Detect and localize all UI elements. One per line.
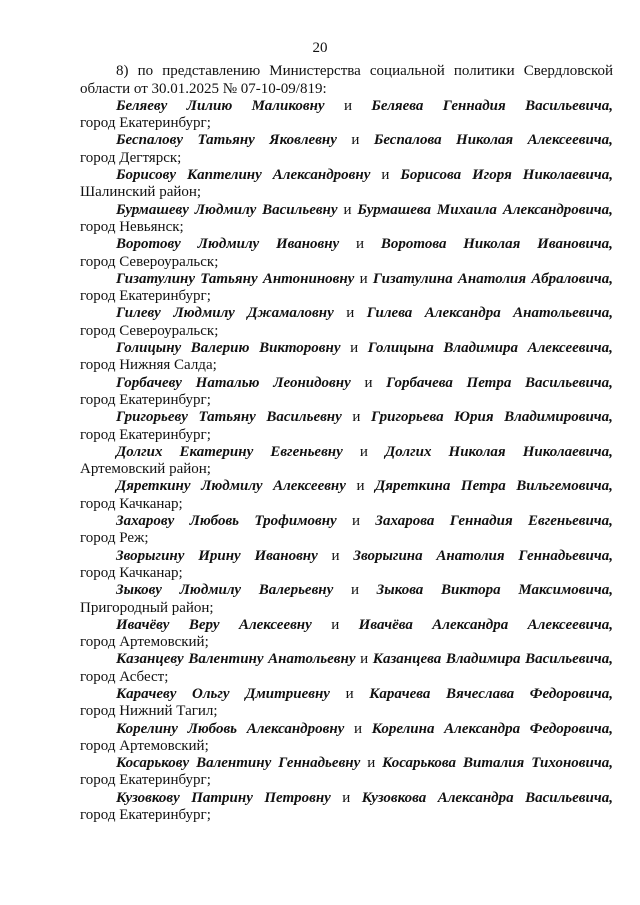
husband-name-word: Александра — [437, 789, 514, 806]
residence: город Дегтярск; — [80, 149, 182, 166]
wife-name-word: Татьяну — [198, 409, 256, 426]
wife-name-word: Любовь — [189, 513, 240, 530]
residence: город Екатеринбург; — [80, 391, 211, 408]
residence: город Реж; — [80, 530, 149, 547]
husband-name-word: Захарова — [375, 513, 435, 530]
wife-name-word: Зыкову — [116, 582, 162, 599]
husband-name-word: Васильевича, — [525, 374, 613, 391]
husband-name-word: Васильевича, — [525, 651, 613, 668]
husband-name-word: Горбачева — [386, 374, 453, 391]
wife-name-word: Бурмашеву — [116, 201, 189, 218]
conjunction: и — [343, 97, 352, 114]
couple-names — [80, 98, 613, 115]
conjunction: и — [350, 340, 359, 357]
list-item — [80, 202, 613, 237]
wife-name-word: Наталью — [195, 374, 260, 391]
husband-name-word: Александра — [432, 616, 509, 633]
husband-name-word: Голицына — [367, 340, 434, 357]
husband-name-word: Ивановича, — [537, 236, 613, 253]
husband-name-word: Николаевича, — [522, 443, 613, 460]
residence: город Асбест; — [80, 668, 169, 685]
wife-name-word: Петровну — [264, 789, 331, 806]
wife-name-word: Дяреткину — [116, 478, 191, 495]
wife-name-word: Людмилу — [173, 305, 235, 322]
husband-name-word: Виталия — [462, 755, 525, 772]
wife-name-word: Гизатулину — [116, 270, 196, 287]
wife-name-word: Евгеньевну — [270, 443, 343, 460]
couple-names — [80, 686, 613, 703]
husband-name-word: Михаила — [436, 201, 497, 218]
husband-name-word: Абраловича, — [531, 270, 613, 287]
residence: город Нижняя Салда; — [80, 357, 217, 374]
wife-name-word: Патрину — [191, 789, 253, 806]
husband-name-word: Петра — [466, 374, 512, 391]
wife-name-word: Захарову — [116, 513, 175, 530]
residence: город Качканар; — [80, 564, 183, 581]
couple-names — [80, 132, 613, 149]
wife-name-word: Трофимовну — [254, 513, 337, 530]
couple-names — [80, 513, 613, 530]
wife-name-word: Ирину — [198, 547, 241, 564]
husband-name-word: Владимира — [443, 340, 518, 357]
wife-name-word: Джамаловну — [247, 305, 334, 322]
wife-name-word: Валентину — [196, 755, 272, 772]
husband-name-word: Николаевича, — [522, 167, 613, 184]
list-item — [80, 651, 613, 686]
couple-names — [80, 167, 613, 184]
conjunction: и — [331, 547, 340, 564]
husband-name-word: Гизатулина — [372, 270, 453, 287]
list-item — [80, 686, 613, 721]
husband-name-word: Зворыгина — [353, 547, 423, 564]
wife-name-word: Беспалову — [116, 132, 184, 149]
wife-name-word: Людмилу — [201, 478, 263, 495]
couple-names — [80, 236, 613, 253]
list-item — [80, 790, 613, 825]
wife-name-word: Валерию — [190, 340, 250, 357]
wife-name-word: Голицыну — [116, 340, 182, 357]
husband-name-word: Геннадия — [442, 97, 506, 114]
husband-name-word: Александра — [424, 305, 501, 322]
husband-name-word: Васильевича, — [525, 789, 613, 806]
wife-name-word: Ивановну — [275, 236, 340, 253]
wife-name-word: Гилеву — [116, 305, 161, 322]
wife-name-word: Валерьевну — [258, 582, 334, 599]
husband-name-word: Виктора — [440, 582, 501, 599]
conjunction: и — [356, 478, 365, 495]
conjunction: и — [367, 755, 376, 772]
conjunction: и — [359, 443, 368, 460]
wife-name-word: Татьяну — [200, 270, 258, 287]
list-item — [80, 478, 613, 513]
residence: город Качканар; — [80, 495, 183, 512]
wife-name-word: Татьяну — [197, 132, 255, 149]
list-item — [80, 236, 613, 271]
couple-names — [80, 271, 613, 288]
couple-names — [80, 340, 613, 357]
husband-name-word: Вильгемовича, — [516, 478, 613, 495]
wife-name-word: Антониновну — [262, 270, 355, 287]
couple-names — [80, 305, 613, 322]
wife-name-word: Зворыгину — [116, 547, 185, 564]
wife-name-word: Васильевну — [266, 409, 342, 426]
wife-name-word: Григорьеву — [116, 409, 188, 426]
list-item — [80, 755, 613, 790]
wife-name-word: Карачеву — [116, 685, 177, 702]
husband-name-word: Юрия — [454, 409, 494, 426]
wife-name-word: Людмилу — [194, 201, 257, 218]
husband-name-word: Тихоновича, — [531, 755, 613, 772]
wife-name-word: Косарькову — [116, 755, 190, 772]
list-item — [80, 548, 613, 583]
residence: город Североуральск; — [80, 322, 219, 339]
wife-name-word: Алексеевну — [273, 478, 346, 495]
husband-name-word: Алексеевича, — [527, 132, 613, 149]
residence: город Екатеринбург; — [80, 115, 211, 132]
couple-names — [80, 790, 613, 807]
couple-names — [80, 375, 613, 392]
husband-name-word: Зыкова — [376, 582, 424, 599]
residence: город Североуральск; — [80, 253, 219, 270]
conjunction: и — [364, 374, 373, 391]
wife-name-word: Валентину — [188, 651, 264, 668]
wife-name-word: Воротову — [116, 236, 181, 253]
list-item — [80, 513, 613, 548]
conjunction: и — [345, 685, 354, 702]
conjunction: и — [350, 582, 359, 599]
list-item — [80, 132, 613, 167]
couple-names — [80, 478, 613, 495]
husband-name-word: Анатолия — [436, 547, 505, 564]
couple-names — [80, 582, 613, 599]
wife-name-word: Ивачёву — [116, 616, 170, 633]
list-item — [80, 271, 613, 306]
husband-name-word: Евгеньевича, — [528, 513, 613, 530]
conjunction: и — [381, 167, 390, 184]
conjunction: и — [331, 616, 340, 633]
husband-name-word: Борисова — [400, 167, 462, 184]
conjunction: и — [352, 409, 361, 426]
conjunction: и — [360, 651, 369, 668]
couple-names — [80, 755, 613, 772]
award-list — [80, 98, 613, 824]
husband-name-word: Анатольевича, — [513, 305, 613, 322]
residence: Шалинский район; — [80, 184, 202, 201]
list-item — [80, 340, 613, 375]
husband-name-word: Кузовкова — [361, 789, 427, 806]
husband-name-word: Максимовича, — [518, 582, 613, 599]
wife-name-word: Екатерину — [179, 443, 254, 460]
wife-name-word: Анатольевну — [268, 651, 356, 668]
wife-name-word: Лилию — [186, 97, 233, 114]
list-item — [80, 409, 613, 444]
husband-name-word: Косарькова — [382, 755, 457, 772]
conjunction: и — [343, 201, 352, 218]
residence: город Екатеринбург; — [80, 288, 211, 305]
residence: Артемовский район; — [80, 461, 211, 478]
list-item — [80, 444, 613, 479]
husband-name-word: Александровича, — [502, 201, 613, 218]
wife-name-word: Васильевну — [262, 201, 338, 218]
wife-name-word: Александровну — [272, 167, 371, 184]
wife-name-word: Кузовкову — [116, 789, 180, 806]
residence: город Екатеринбург; — [80, 426, 211, 443]
husband-name-word: Игоря — [472, 167, 512, 184]
intro-paragraph: 8) по представлению Министерства социальной политики Свердловской области от 30.01.2025 № 07-10-09/819: — [80, 63, 613, 97]
conjunction: и — [356, 236, 365, 253]
husband-name-word: Дяреткина — [375, 478, 451, 495]
husband-name-word: Воротова — [380, 236, 447, 253]
husband-name-word: Беспалова — [373, 132, 442, 149]
couple-names — [80, 409, 613, 426]
husband-name-word: Петра — [460, 478, 506, 495]
husband-name-word: Григорьева — [370, 409, 444, 426]
husband-name-word: Николая — [456, 132, 514, 149]
wife-name-word: Викторовну — [259, 340, 341, 357]
wife-name-word: Людмилу — [197, 236, 260, 253]
husband-name-word: Геннадия — [449, 513, 513, 530]
list-item — [80, 305, 613, 340]
residence: город Артемовский; — [80, 737, 209, 754]
husband-name-word: Казанцева — [372, 651, 442, 668]
wife-name-word: Казанцеву — [116, 651, 184, 668]
husband-name-word: Алексеевича, — [527, 340, 613, 357]
wife-name-word: Дмитриевну — [245, 685, 330, 702]
couple-names — [80, 721, 613, 738]
conjunction: и — [354, 720, 363, 737]
husband-name-word: Алексеевича, — [527, 616, 613, 633]
wife-name-word: Александровну — [246, 720, 345, 737]
husband-name-word: Беляева — [371, 97, 424, 114]
wife-name-word: Горбачеву — [116, 374, 182, 391]
wife-name-word: Леонидовну — [273, 374, 351, 391]
wife-name-word: Ивановну — [254, 547, 318, 564]
husband-name-word: Гилева — [366, 305, 413, 322]
husband-name-word: Николая — [448, 443, 506, 460]
wife-name-word: Яковлевну — [269, 132, 337, 149]
list-item — [80, 582, 613, 617]
husband-name-word: Владимира — [445, 651, 521, 668]
wife-name-word: Беляеву — [116, 97, 168, 114]
conjunction: и — [359, 270, 368, 287]
page-number: 20 — [312, 40, 328, 56]
residence: город Невьянск; — [80, 218, 184, 235]
list-item — [80, 167, 613, 202]
husband-name-word: Федоровича, — [529, 685, 613, 702]
husband-name-word: Карачева — [369, 685, 431, 702]
conjunction: и — [352, 513, 361, 530]
wife-name-word: Маликовну — [251, 97, 325, 114]
husband-name-word: Федоровича, — [529, 720, 613, 737]
list-item — [80, 98, 613, 133]
husband-name-word: Николая — [463, 236, 521, 253]
wife-name-word: Ольгу — [192, 685, 230, 702]
couple-names — [80, 202, 613, 219]
husband-name-word: Анатолия — [457, 270, 527, 287]
couple-names — [80, 444, 613, 461]
wife-name-word: Долгих — [116, 443, 163, 460]
conjunction: и — [342, 789, 351, 806]
conjunction: и — [351, 132, 360, 149]
husband-name-word: Александра — [444, 720, 521, 737]
husband-name-word: Владимировича, — [504, 409, 613, 426]
wife-name-word: Алексеевну — [238, 616, 312, 633]
couple-names — [80, 548, 613, 565]
husband-name-word: Бурмашева — [357, 201, 431, 218]
list-item — [80, 617, 613, 652]
wife-name-word: Веру — [188, 616, 220, 633]
wife-name-word: Геннадьевну — [278, 755, 361, 772]
conjunction: и — [346, 305, 355, 322]
husband-name-word: Васильевича, — [525, 97, 613, 114]
residence: город Нижний Тагил; — [80, 703, 218, 720]
residence: город Екатеринбург; — [80, 772, 211, 789]
list-item — [80, 721, 613, 756]
husband-name-word: Долгих — [385, 443, 432, 460]
wife-name-word: Борисову — [116, 167, 177, 184]
residence: город Екатеринбург; — [80, 807, 211, 824]
couple-names — [80, 617, 613, 634]
couple-names — [80, 651, 613, 668]
list-item — [80, 375, 613, 410]
residence: город Артемовский; — [80, 634, 209, 651]
husband-name-word: Ивачёва — [358, 616, 413, 633]
residence: Пригородный район; — [80, 599, 214, 616]
husband-name-word: Корелина — [371, 720, 435, 737]
wife-name-word: Корелину — [116, 720, 178, 737]
wife-name-word: Каптелину — [186, 167, 262, 184]
wife-name-word: Любовь — [187, 720, 237, 737]
husband-name-word: Вячеслава — [445, 685, 515, 702]
husband-name-word: Геннадьевича, — [518, 547, 613, 564]
wife-name-word: Людмилу — [179, 582, 242, 599]
